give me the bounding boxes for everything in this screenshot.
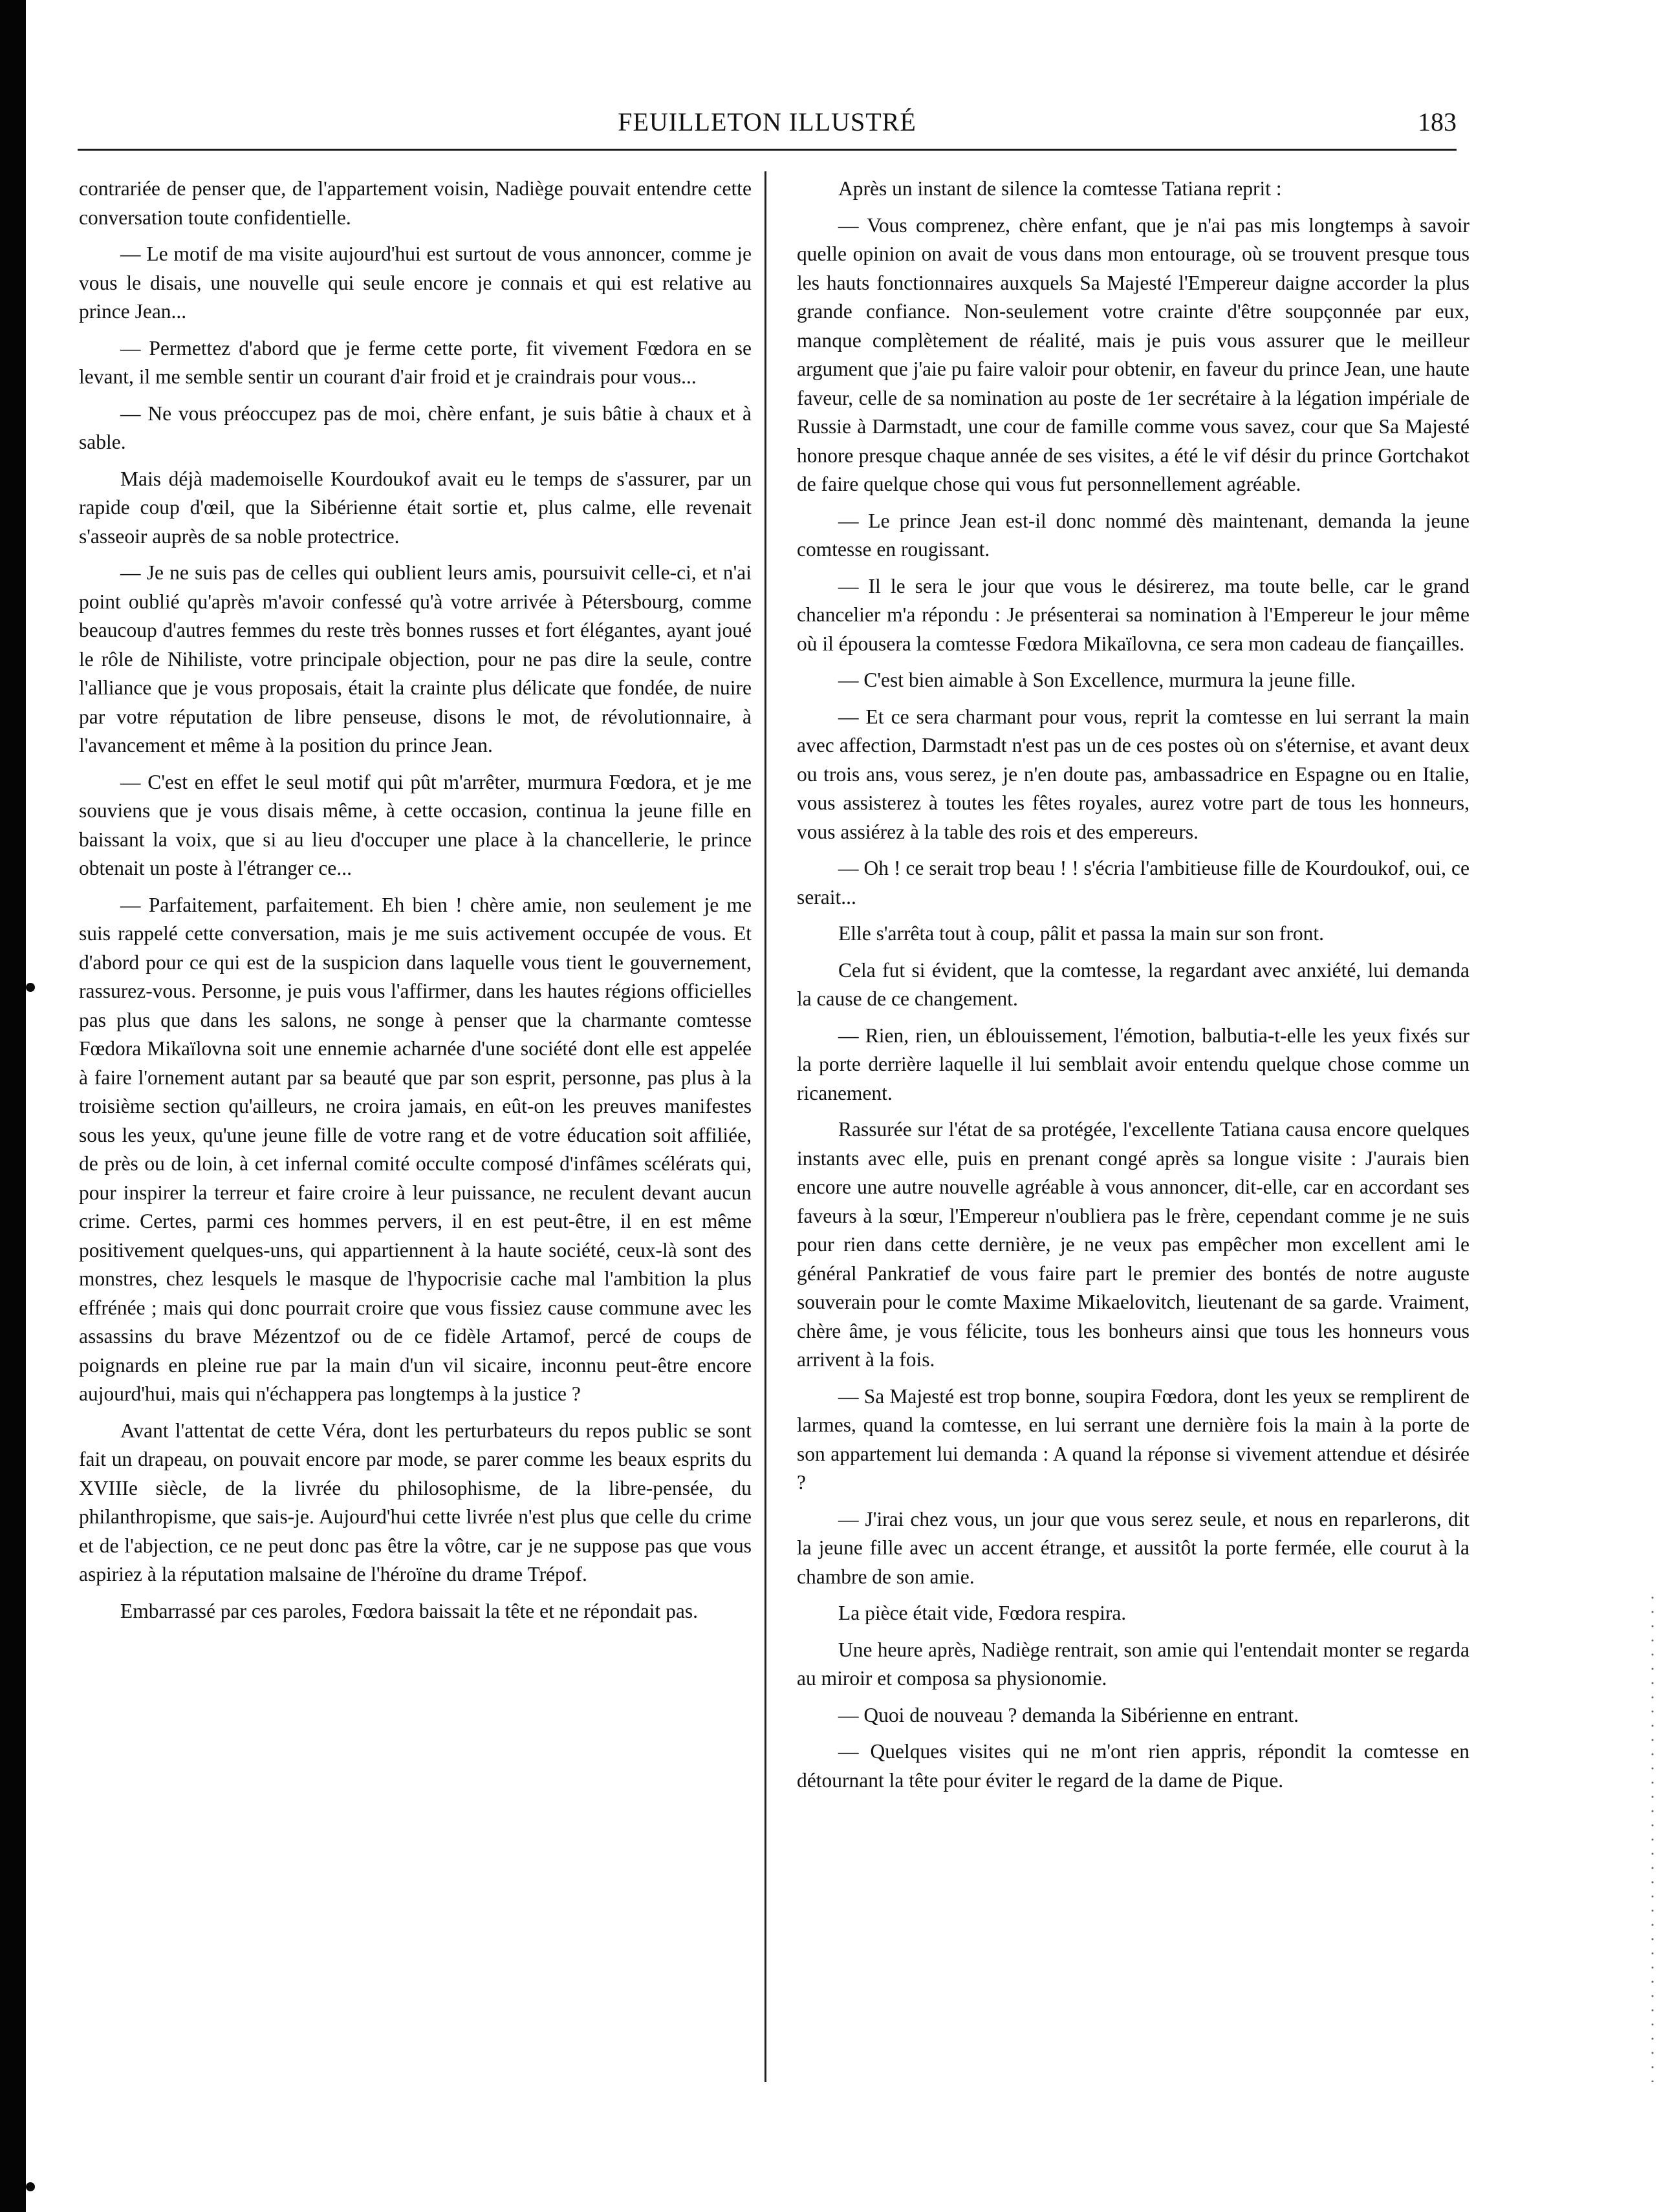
paragraph: — Sa Majesté est trop bonne, soupira Fœdora, dont les yeux se remplirent de larmes, quand la comtesse, en lui serrant une dernière fois la main à la porte de son appartement lui demanda : A quand la réponse si vivement attendue et désirée ? [797,1384,1469,1494]
paragraph: — Il le sera le jour que vous le désirerez, ma toute belle, car le grand chancelier m'a répondu : Je présenterai sa nomination à l'Empereur le jour même où il épousera la comtesse Fœdora Mikaïlovna, ce sera mon cadeau de fiançailles. [797,574,1469,655]
paragraph: — C'est bien aimable à Son Excellence, murmura la jeune fille. [838,669,1356,691]
page-header [78,107,1457,145]
paragraph: Cela fut si évident, que la comtesse, la regardant avec anxiété, lui demanda la cause de ce changement. [797,958,1469,1010]
binding-edge [0,0,26,2212]
paragraph: — Le prince Jean est-il donc nommé dès maintenant, demanda la jeune comtesse en rougissant. [797,509,1469,561]
paragraph: Mais déjà mademoiselle Kourdoukof avait eu le temps de s'assurer, par un rapide coup d'œil, que la Sibérienne était sortie et, plus calme, elle revenait s'asseoir auprès de sa noble protectrice. [79,467,752,548]
paragraph: Rassurée sur l'état de sa protégée, l'excellente Tatiana causa encore quelques instants avec elle, puis en prenant congé après sa longue visite : J'aurais bien encore une autre nouvelle agréable à vous annoncer, dit-elle, car en accordant ses faveurs à la sœur, l'Empereur n'oubliera pas le frère, cependant comme je ne suis pour rien dans cette dernière, je ne veux pas empêcher mon excellent ami le général Pankratief de vous faire part le premier des bontés de notre auguste souverain pour le comte Maxime Mikaelovitch, lieutenant de sa garde. Vraiment, chère âme, je vous félicite, tous les bonheurs ainsi que tous les honneurs vous arrivent à la fois. [797,1118,1469,1371]
paragraph: Elle s'arrêta tout à coup, pâlit et passa la main sur son front. [838,922,1324,945]
page-edge-speckle [1650,1591,1655,2082]
column-divider [764,171,766,2082]
paragraph: — Vous comprenez, chère enfant, que je n'ai pas mis longtemps à savoir quelle opinion on avait de vous dans mon entourage, où se trouvent presque tous les hauts fonctionnaires auxquels Sa Majesté l'Empereur daigne accorder la plus grande confiance. Non-seulement votre crainte d'être soupçonnée par eux, manque complètement de réalité, mais je puis vous assurer que le meilleur argument que j'aie pu faire valoir pour obtenir, en faveur du prince Jean, une haute faveur, celle de sa nomination au poste de 1er secrétaire à la légation impériale de Russie à Darmstadt, une cour de famille comme vous savez, cour que Sa Majesté honore presque chaque année de ses visites, a été le vif désir du prince Gortchakot de faire quelque chose qui vous fut personnellement agréable. [797,213,1469,495]
paragraph: Avant l'attentat de cette Véra, dont les perturbateurs du repos public se sont fait un drapeau, on pouvait encore par mode, se parer comme les beaux esprits du XVIIIe siècle, de la livrée du philosophisme, de la libre-pensée, du philanthropisme, que sais-je. Aujourd'hui cette livrée n'est plus que celle du crime et de l'abjection, ce ne peut donc pas être la vôtre, car je ne suppose pas que vous aspiriez à la réputation malsaine de l'héroïne du drame Trépof. [79,1419,752,1585]
paragraph: contrariée de penser que, de l'appartement voisin, Nadiège pouvait entendre cette conversation toute confidentielle. [79,177,752,229]
paragraph: — Et ce sera charmant pour vous, reprit la comtesse en lui serrant la main avec affection, Darmstadt n'est pas un de ces postes où on s'éternise, et avant deux ou trois ans, vous serez, je n'en doute pas, ambassadrice en Espagne ou en Italie, vous assisterez à toutes les fêtes royales, aurez votre part de tous les honneurs, vous assiérez à la table des rois et des empereurs. [797,705,1469,843]
paragraph: — Le motif de ma visite aujourd'hui est surtout de vous annoncer, comme je vous le disais, une nouvelle qui seule encore je connais et qui est relative au prince Jean... [79,242,752,323]
paragraph: — Oh ! ce serait trop beau ! ! s'écria l'ambitieuse fille de Kourdoukof, oui, ce serait... [797,857,1469,908]
binding-hole [26,2182,35,2191]
paragraph: Une heure après, Nadiège rentrait, son amie qui l'entendait monter se regarda au miroir et composa sa physionomie. [797,1638,1469,1690]
right-text-column [797,175,1469,2082]
paragraph: Après un instant de silence la comtesse Tatiana reprit : [838,177,1282,200]
paragraph: — Parfaitement, parfaitement. Eh bien ! chère amie, non seulement je me suis rappelé cette conversation, mais je me suis activement occupée de vous. Et d'abord pour ce qui est de la suspicion dans laquelle vous tient le gouvernement, rassurez-vous. Personne, je puis vous l'affirmer, dans les hautes régions officielles pas plus que dans les salons, ne songe à penser que la charmante comtesse Fœdora Mikaïlovna soit une ennemie acharnée d'une société dont elle est appelée à faire l'ornement autant par sa beauté que par son esprit, personne, pas plus à la troisième section qu'ailleurs, ne croira jamais, en eût-on les preuves manifestes sous les yeux, qu'une jeune fille de votre rang et de votre éducation soit affiliée, de près ou de loin, à cet infernal comité occulte composé d'infâmes scélérats qui, pour inspirer la terreur et faire croire à leur puissance, ne reculent devant aucun crime. Certes, parmi ces hommes pervers, il en est peut-être, il en est même positivement quelques-uns, qui appartiennent à la haute société, ceux-là sont des monstres, chez lesquels le masque de l'hypocrisie cache mal l'ambition la plus effrénée ; mais qui donc pourrait croire que vous fissiez cause commune avec les assassins du brave Mézentzof ou de ce fidèle Artamof, percé de coups de poignards en pleine rue par la main d'un vil sicaire, inconnu peut-être encore aujourd'hui, mais qui n'échappera pas longtemps à la justice ? [79,893,752,1405]
binding-hole [26,983,35,992]
paragraph: — Rien, rien, un éblouissement, l'émotion, balbutia-t-elle les yeux fixés sur la porte derrière laquelle il lui semblait avoir entendu quelque chose comme un ricanement. [797,1024,1469,1104]
paragraph: — Quelques visites qui ne m'ont rien appris, répondit la comtesse en détournant la tête pour éviter le regard de la dame de Pique. [797,1740,1469,1792]
paragraph: Embarrassé par ces paroles, Fœdora baissait la tête et ne répondait pas. [120,1599,699,1622]
paragraph: — Je ne suis pas de celles qui oublient leurs amis, poursuivit celle-ci, et n'ai point oublié qu'après m'avoir confessé qu'à votre arrivée à Pétersbourg, comme beaucoup d'autres femmes du reste très bonnes russes et fort élégantes, ayant joué le rôle de Nihiliste, votre principale objection, pour ne pas dire la seule, contre l'alliance que je vous proposais, était la crainte plus délicate que fondée, de nuire par votre réputation de libre penseuse, disons le mot, de révolutionnaire, à l'avancement et même à la position du prince Jean. [79,561,752,757]
paragraph: — Ne vous préoccupez pas de moi, chère enfant, je suis bâtie à chaux et à sable. [79,402,752,453]
paragraph: — Permettez d'abord que je ferme cette porte, fit vivement Fœdora en se levant, il me semble sentir un courant d'air froid et je craindrais pour vous... [79,336,752,388]
running-title: FEUILLETON ILLUSTRÉ [618,107,916,136]
page-number: 183 [1418,107,1457,136]
paragraph: — Quoi de nouveau ? demanda la Sibérienne en entrant. [838,1703,1299,1726]
paragraph: — J'irai chez vous, un jour que vous serez seule, et nous en reparlerons, dit la jeune fille avec un accent étrange, et aussitôt la porte fermée, elle courut à la chambre de son amie. [797,1507,1469,1588]
paragraph: — C'est en effet le seul motif qui pût m'arrêter, murmura Fœdora, et je me souviens que je vous disais même, à cette occasion, continua la jeune fille en baissant la voix, que si au lieu d'occuper une place à la chancellerie, le prince obtenait un poste à l'étranger ce... [79,770,752,879]
paragraph: La pièce était vide, Fœdora respira. [838,1602,1127,1624]
left-text-column [79,175,752,2082]
header-rule [78,149,1457,151]
